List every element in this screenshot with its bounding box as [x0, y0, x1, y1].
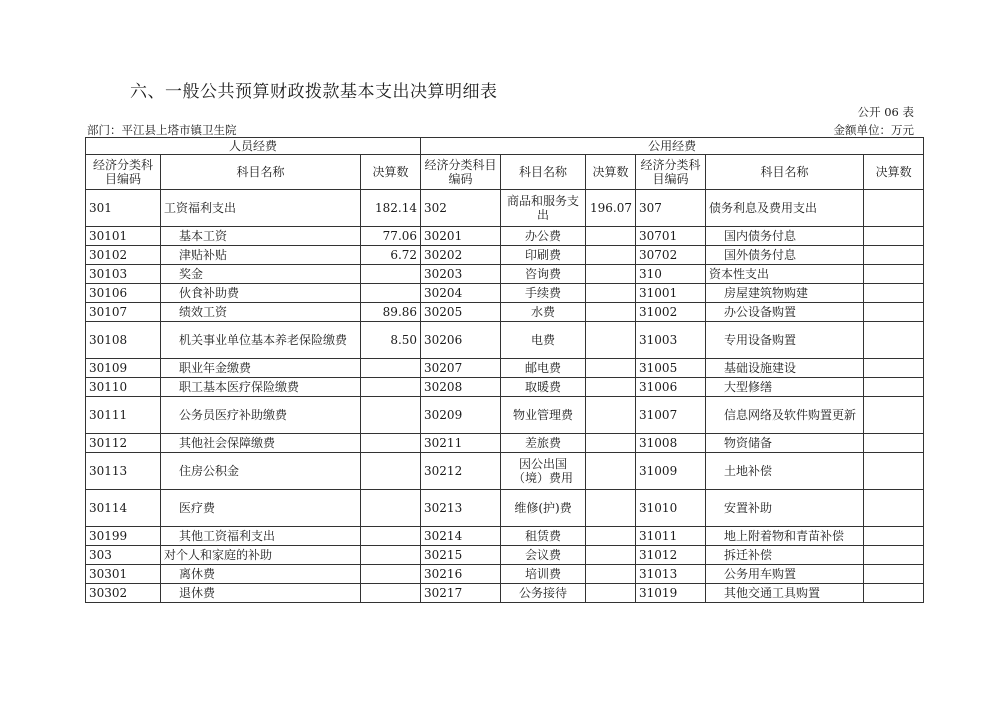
capital-name-cell: 公务用车购置: [706, 565, 864, 584]
goods-services-name-cell: 手续费: [501, 284, 586, 303]
capital-code-cell: 31019: [636, 584, 706, 603]
goods-services-amount-cell: [586, 565, 636, 584]
capital-code-cell: 31013: [636, 565, 706, 584]
capital-code-cell: 31007: [636, 397, 706, 434]
capital-name-cell: 基础设施建设: [706, 359, 864, 378]
goods-services-name-cell: 因公出国（境）费用: [501, 453, 586, 490]
capital-code-cell: 31009: [636, 453, 706, 490]
goods-services-code-cell: 30216: [421, 565, 501, 584]
goods-services-amount-cell: [586, 546, 636, 565]
personnel-amount-cell: [361, 397, 421, 434]
capital-amount-cell: [864, 359, 924, 378]
personnel-amount-cell: [361, 584, 421, 603]
table-row: [86, 397, 924, 434]
personnel-name-cell: 工资福利支出: [161, 190, 361, 227]
goods-services-amount-cell: [586, 490, 636, 527]
col-code-header: 经济分类科目编码: [421, 155, 501, 190]
personnel-header: 人员经费: [86, 138, 421, 155]
table-row: [86, 490, 924, 527]
column-header-row: [86, 155, 924, 190]
personnel-amount-cell: 6.72: [361, 246, 421, 265]
goods-services-amount-cell: [586, 453, 636, 490]
goods-services-name-cell: 维修(护)费: [501, 490, 586, 527]
personnel-amount-cell: 77.06: [361, 227, 421, 246]
goods-services-amount-cell: [586, 303, 636, 322]
table-row: [86, 434, 924, 453]
capital-amount-cell: [864, 246, 924, 265]
goods-services-amount-cell: [586, 322, 636, 359]
capital-amount-cell: [864, 546, 924, 565]
capital-amount-cell: [864, 322, 924, 359]
capital-code-cell: 310: [636, 265, 706, 284]
capital-code-cell: 31006: [636, 378, 706, 397]
goods-services-name-cell: 差旅费: [501, 434, 586, 453]
personnel-name-cell: 住房公积金: [161, 453, 361, 490]
personnel-amount-cell: [361, 378, 421, 397]
goods-services-code-cell: 30203: [421, 265, 501, 284]
capital-code-cell: 31001: [636, 284, 706, 303]
table-row: [86, 584, 924, 603]
goods-services-code-cell: 30206: [421, 322, 501, 359]
table-row: [86, 265, 924, 284]
capital-code-cell: 31005: [636, 359, 706, 378]
personnel-amount-cell: [361, 527, 421, 546]
goods-services-name-cell: 咨询费: [501, 265, 586, 284]
goods-services-amount-cell: [586, 378, 636, 397]
personnel-code-cell: 30109: [86, 359, 161, 378]
col-name-header: 科目名称: [161, 155, 361, 190]
goods-services-name-cell: 物业管理费: [501, 397, 586, 434]
personnel-name-cell: 对个人和家庭的补助: [161, 546, 361, 565]
goods-services-code-cell: 30217: [421, 584, 501, 603]
capital-amount-cell: [864, 397, 924, 434]
personnel-amount-cell: [361, 453, 421, 490]
goods-services-name-cell: 租赁费: [501, 527, 586, 546]
personnel-amount-cell: [361, 265, 421, 284]
department-label: 部门：平江县上塔市镇卫生院: [87, 123, 237, 137]
capital-code-cell: 31003: [636, 322, 706, 359]
capital-code-cell: 30702: [636, 246, 706, 265]
col-name-header: 科目名称: [706, 155, 864, 190]
personnel-code-cell: 30302: [86, 584, 161, 603]
capital-amount-cell: [864, 453, 924, 490]
goods-services-name-cell: 取暖费: [501, 378, 586, 397]
goods-services-amount-cell: [586, 527, 636, 546]
capital-name-cell: 物资储备: [706, 434, 864, 453]
public-header: 公用经费: [421, 138, 924, 155]
personnel-name-cell: 伙食补助费: [161, 284, 361, 303]
capital-name-cell: 土地补偿: [706, 453, 864, 490]
goods-services-code-cell: 30215: [421, 546, 501, 565]
capital-code-cell: 31011: [636, 527, 706, 546]
capital-amount-cell: [864, 303, 924, 322]
col-name-header: 科目名称: [501, 155, 586, 190]
capital-name-cell: 地上附着物和青苗补偿: [706, 527, 864, 546]
goods-services-code-cell: 30204: [421, 284, 501, 303]
capital-name-cell: 安置补助: [706, 490, 864, 527]
personnel-code-cell: 30101: [86, 227, 161, 246]
goods-services-code-cell: 30209: [421, 397, 501, 434]
goods-services-code-cell: 30208: [421, 378, 501, 397]
table-row: [86, 359, 924, 378]
capital-amount-cell: [864, 227, 924, 246]
capital-code-cell: 31010: [636, 490, 706, 527]
table-row: [86, 303, 924, 322]
personnel-name-cell: 职工基本医疗保险缴费: [161, 378, 361, 397]
capital-name-cell: 拆迁补偿: [706, 546, 864, 565]
personnel-amount-cell: [361, 359, 421, 378]
goods-services-name-cell: 培训费: [501, 565, 586, 584]
col-amount-header: 决算数: [361, 155, 421, 190]
group-header-row: [86, 138, 924, 155]
personnel-code-cell: 30112: [86, 434, 161, 453]
capital-code-cell: 31012: [636, 546, 706, 565]
page-title: 六、一般公共预算财政拨款基本支出决算明细表: [130, 82, 498, 102]
personnel-name-cell: 职业年金缴费: [161, 359, 361, 378]
personnel-code-cell: 30114: [86, 490, 161, 527]
personnel-amount-cell: [361, 546, 421, 565]
goods-services-code-cell: 30213: [421, 490, 501, 527]
goods-services-code-cell: 30211: [421, 434, 501, 453]
capital-amount-cell: [864, 265, 924, 284]
goods-services-amount-cell: [586, 397, 636, 434]
goods-services-name-cell: 水费: [501, 303, 586, 322]
capital-name-cell: 专用设备购置: [706, 322, 864, 359]
goods-services-amount-cell: [586, 265, 636, 284]
goods-services-name-cell: 印刷费: [501, 246, 586, 265]
table-row: [86, 453, 924, 490]
personnel-code-cell: 30111: [86, 397, 161, 434]
goods-services-amount-cell: [586, 584, 636, 603]
capital-name-cell: 资本性支出: [706, 265, 864, 284]
goods-services-name-cell: 商品和服务支出: [501, 190, 586, 227]
goods-services-amount-cell: [586, 246, 636, 265]
capital-amount-cell: [864, 284, 924, 303]
goods-services-amount-cell: 196.07: [586, 190, 636, 227]
col-amount-header: 决算数: [864, 155, 924, 190]
personnel-code-cell: 30113: [86, 453, 161, 490]
capital-amount-cell: [864, 565, 924, 584]
col-amount-header: 决算数: [586, 155, 636, 190]
table-body: [86, 138, 924, 603]
goods-services-amount-cell: [586, 284, 636, 303]
personnel-amount-cell: [361, 565, 421, 584]
table-row: [86, 190, 924, 227]
personnel-code-cell: 30106: [86, 284, 161, 303]
capital-name-cell: 信息网络及软件购置更新: [706, 397, 864, 434]
goods-services-amount-cell: [586, 359, 636, 378]
capital-amount-cell: [864, 527, 924, 546]
goods-services-code-cell: 302: [421, 190, 501, 227]
goods-services-name-cell: 办公费: [501, 227, 586, 246]
table-row: [86, 284, 924, 303]
personnel-code-cell: 30301: [86, 565, 161, 584]
goods-services-code-cell: 30207: [421, 359, 501, 378]
personnel-amount-cell: [361, 284, 421, 303]
goods-services-name-cell: 邮电费: [501, 359, 586, 378]
capital-amount-cell: [864, 584, 924, 603]
personnel-code-cell: 30199: [86, 527, 161, 546]
personnel-code-cell: 30102: [86, 246, 161, 265]
personnel-name-cell: 其他社会保障缴费: [161, 434, 361, 453]
goods-services-name-cell: 公务接待: [501, 584, 586, 603]
capital-amount-cell: [864, 378, 924, 397]
personnel-name-cell: 医疗费: [161, 490, 361, 527]
table-row: [86, 246, 924, 265]
personnel-amount-cell: 182.14: [361, 190, 421, 227]
capital-code-cell: 31002: [636, 303, 706, 322]
table-row: [86, 378, 924, 397]
col-code-header: 经济分类科目编码: [86, 155, 161, 190]
capital-name-cell: 大型修缮: [706, 378, 864, 397]
personnel-code-cell: 30103: [86, 265, 161, 284]
table-row: [86, 227, 924, 246]
personnel-amount-cell: [361, 490, 421, 527]
amount-unit-label: 金额单位：万元: [833, 123, 914, 137]
goods-services-code-cell: 30201: [421, 227, 501, 246]
personnel-name-cell: 离休费: [161, 565, 361, 584]
capital-name-cell: 国内债务付息: [706, 227, 864, 246]
personnel-amount-cell: [361, 434, 421, 453]
goods-services-code-cell: 30205: [421, 303, 501, 322]
personnel-code-cell: 301: [86, 190, 161, 227]
table-row: [86, 322, 924, 359]
capital-name-cell: 房屋建筑物购建: [706, 284, 864, 303]
personnel-code-cell: 30108: [86, 322, 161, 359]
personnel-amount-cell: 89.86: [361, 303, 421, 322]
table-code-label: 公开 06 表: [857, 105, 914, 119]
personnel-name-cell: 奖金: [161, 265, 361, 284]
expenditure-table: [85, 137, 924, 603]
goods-services-amount-cell: [586, 434, 636, 453]
personnel-name-cell: 其他工资福利支出: [161, 527, 361, 546]
col-code-header: 经济分类科目编码: [636, 155, 706, 190]
personnel-amount-cell: 8.50: [361, 322, 421, 359]
capital-code-cell: 307: [636, 190, 706, 227]
table-row: [86, 565, 924, 584]
personnel-name-cell: 退休费: [161, 584, 361, 603]
goods-services-name-cell: 会议费: [501, 546, 586, 565]
capital-amount-cell: [864, 190, 924, 227]
personnel-name-cell: 公务员医疗补助缴费: [161, 397, 361, 434]
capital-code-cell: 30701: [636, 227, 706, 246]
capital-amount-cell: [864, 434, 924, 453]
personnel-code-cell: 30110: [86, 378, 161, 397]
capital-code-cell: 31008: [636, 434, 706, 453]
capital-name-cell: 国外债务付息: [706, 246, 864, 265]
table-row: [86, 546, 924, 565]
goods-services-name-cell: 电费: [501, 322, 586, 359]
personnel-code-cell: 303: [86, 546, 161, 565]
goods-services-code-cell: 30202: [421, 246, 501, 265]
goods-services-amount-cell: [586, 227, 636, 246]
personnel-name-cell: 基本工资: [161, 227, 361, 246]
personnel-code-cell: 30107: [86, 303, 161, 322]
capital-name-cell: 办公设备购置: [706, 303, 864, 322]
personnel-name-cell: 绩效工资: [161, 303, 361, 322]
personnel-name-cell: 机关事业单位基本养老保险缴费: [161, 322, 361, 359]
capital-name-cell: 其他交通工具购置: [706, 584, 864, 603]
capital-amount-cell: [864, 490, 924, 527]
goods-services-code-cell: 30212: [421, 453, 501, 490]
table-row: [86, 527, 924, 546]
goods-services-code-cell: 30214: [421, 527, 501, 546]
capital-name-cell: 债务利息及费用支出: [706, 190, 864, 227]
personnel-name-cell: 津贴补贴: [161, 246, 361, 265]
